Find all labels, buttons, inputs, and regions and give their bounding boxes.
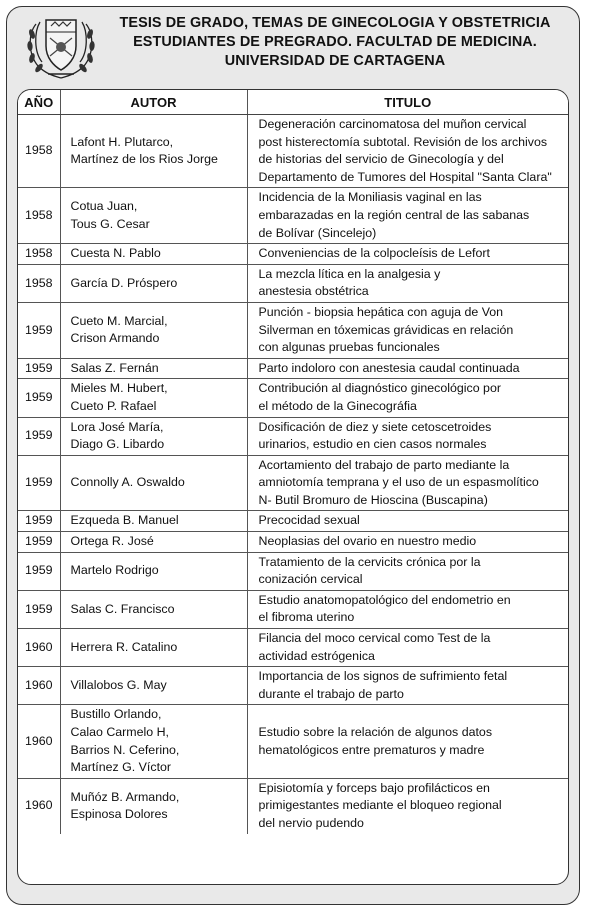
author-line: García D. Próspero <box>70 275 178 290</box>
title-cell <box>247 302 568 358</box>
author-line: Lora José María, <box>70 419 164 434</box>
author-cell <box>60 590 247 628</box>
title-cell <box>247 188 568 244</box>
title-line: post histerectomía subtotal. Revisión de los archivos <box>258 134 548 149</box>
author-cell <box>60 511 247 532</box>
author-cell <box>60 667 247 705</box>
title-line: con algunas pruebas funcionales <box>258 340 440 355</box>
author-line: Cueto P. Rafael <box>70 398 157 413</box>
table-row <box>18 358 568 379</box>
year-cell: 1959 <box>18 358 60 379</box>
column-header-author: AUTOR <box>60 90 247 115</box>
author-cell <box>60 302 247 358</box>
author-line: Ortega R. José <box>70 534 154 549</box>
title-line: Precocidad sexual <box>258 513 360 528</box>
title-cell <box>247 705 568 778</box>
year-cell: 1958 <box>18 264 60 302</box>
title-line: Punción - biopsia hepática con aguja de Von <box>258 304 504 319</box>
document-header <box>100 14 570 72</box>
title-line: el fibroma uterino <box>258 610 355 625</box>
author-cell <box>60 532 247 553</box>
author-cell <box>60 629 247 667</box>
thesis-table <box>18 90 568 834</box>
year-cell: 1960 <box>18 667 60 705</box>
header-line-2: ESTUDIANTES DE PREGRADO. FACULTAD DE MEDICINA. <box>133 34 537 51</box>
author-line: Salas C. Francisco <box>70 601 175 616</box>
title-line: Silverman en tóxemicas grávidicas en relación <box>258 322 514 337</box>
author-line: Cueto M. Marcial, <box>70 313 168 328</box>
title-line: Neoplasias del ovario en nuestro medio <box>258 534 477 549</box>
year-cell: 1958 <box>18 188 60 244</box>
title-line: amniotomía temprana y el uso de un espasmolítico <box>258 475 539 490</box>
title-line: Contribución al diagnóstico ginecológico por <box>258 381 501 396</box>
title-cell <box>247 244 568 265</box>
author-line: Lafont H. Plutarco, <box>70 134 174 149</box>
title-cell <box>247 590 568 628</box>
title-cell <box>247 778 568 833</box>
title-line: Degeneración carcinomatosa del muñon cervical <box>258 117 527 131</box>
author-line: Ezqueda B. Manuel <box>70 513 179 528</box>
title-cell <box>247 532 568 553</box>
table-row <box>18 532 568 553</box>
author-line: Connolly A. Oswaldo <box>70 475 185 490</box>
year-cell: 1959 <box>18 455 60 511</box>
table-row <box>18 667 568 705</box>
table-row <box>18 379 568 417</box>
year-cell: 1958 <box>18 115 60 188</box>
table-row <box>18 302 568 358</box>
author-line: Salas Z. Fernán <box>70 360 159 375</box>
year-cell: 1959 <box>18 379 60 417</box>
year-cell: 1960 <box>18 778 60 833</box>
year-cell: 1959 <box>18 590 60 628</box>
author-line: Cuesta N. Pablo <box>70 246 161 261</box>
title-line: N- Butil Bromuro de Hioscina (Buscapina) <box>258 492 488 507</box>
title-cell <box>247 552 568 590</box>
title-cell <box>247 358 568 379</box>
author-line: Martínez de los Rios Jorge <box>70 152 218 167</box>
table-row <box>18 455 568 511</box>
table-row <box>18 115 568 188</box>
author-line: Herrera R. Catalino <box>70 639 178 654</box>
table-row <box>18 552 568 590</box>
header-line-1: TESIS DE GRADO, TEMAS DE GINECOLOGIA Y OBSTETRICIA <box>119 15 551 31</box>
title-line: La mezcla lítica en la analgesia y <box>258 266 441 281</box>
table-row <box>18 629 568 667</box>
author-cell <box>60 417 247 455</box>
title-line: Estudio anatomopatológico del endometrio en <box>258 592 511 607</box>
author-line: Martelo Rodrigo <box>70 563 159 578</box>
table-row <box>18 778 568 833</box>
title-line: embarazadas en la región central de las sabanas <box>258 207 530 222</box>
author-line: Muñóz B. Armando, <box>70 789 180 804</box>
title-line: Estudio sobre la relación de algunos datos <box>258 725 493 739</box>
title-line: hematológicos entre prematuros y madre <box>258 742 485 757</box>
title-line: Parto indoloro con anestesia caudal continuada <box>258 360 520 375</box>
author-line: Mieles M. Hubert, <box>70 381 168 396</box>
title-line: Filancia del moco cervical como Test de la <box>258 631 491 646</box>
title-line: Departamento de Tumores del Hospital "Santa Clara" <box>258 169 552 184</box>
title-line: conización cervical <box>258 572 363 587</box>
title-line: Importancia de los signos de sufrimiento fetal <box>258 669 508 684</box>
title-line: Conveniencias de la colpocleísis de Lefort <box>258 246 490 261</box>
thesis-table-container <box>17 89 569 885</box>
author-cell <box>60 455 247 511</box>
author-line: Crison Armando <box>70 331 160 346</box>
author-line: Barrios N. Ceferino, <box>70 742 180 757</box>
title-line: de Bolívar (Sincelejo) <box>258 225 377 240</box>
author-line: Cotua Juan, <box>70 199 138 214</box>
table-row <box>18 417 568 455</box>
year-cell: 1959 <box>18 532 60 553</box>
author-line: Martínez G. Víctor <box>70 760 172 775</box>
year-cell: 1959 <box>18 552 60 590</box>
title-cell <box>247 417 568 455</box>
year-cell: 1960 <box>18 629 60 667</box>
title-line: Tratamiento de la cervicits crónica por la <box>258 554 481 569</box>
table-row <box>18 705 568 778</box>
table-header-row <box>18 90 568 115</box>
title-line: anestesia obstétrica <box>258 284 369 299</box>
title-line: actividad estrógenica <box>258 648 375 663</box>
author-line: Diago G. Libardo <box>70 437 165 452</box>
title-line: urinarios, estudio en cien casos normales <box>258 437 487 452</box>
title-line: durante el trabajo de parto <box>258 686 404 701</box>
title-cell <box>247 264 568 302</box>
year-cell: 1959 <box>18 417 60 455</box>
title-cell <box>247 115 568 188</box>
title-line: de historias del servicio de Ginecología y del <box>258 152 504 167</box>
year-cell: 1960 <box>18 705 60 778</box>
table-row <box>18 264 568 302</box>
table-row <box>18 244 568 265</box>
title-cell <box>247 629 568 667</box>
title-cell <box>247 511 568 532</box>
column-header-year: AÑO <box>18 90 60 115</box>
title-line: del nervio pudendo <box>258 815 364 830</box>
header-line-3: UNIVERSIDAD DE CARTAGENA <box>224 53 446 70</box>
title-cell <box>247 455 568 511</box>
title-cell <box>247 667 568 705</box>
table-row <box>18 590 568 628</box>
table-row <box>18 511 568 532</box>
university-seal-icon <box>24 12 98 82</box>
title-cell <box>247 379 568 417</box>
author-cell <box>60 358 247 379</box>
table-body <box>18 115 568 834</box>
author-cell <box>60 115 247 188</box>
author-cell <box>60 188 247 244</box>
title-line: Dosificación de diez y siete cetoscetroides <box>258 419 492 434</box>
title-line: Episiotomía y forceps bajo profilácticos en <box>258 780 490 795</box>
title-line: el método de la Ginecográfia <box>258 398 417 413</box>
author-cell <box>60 379 247 417</box>
author-line: Villalobos G. May <box>70 678 167 693</box>
author-cell <box>60 705 247 778</box>
table-row <box>18 188 568 244</box>
column-header-title: TITULO <box>247 90 568 115</box>
title-line: Incidencia de la Moniliasis vaginal en las <box>258 190 482 205</box>
year-cell: 1958 <box>18 244 60 265</box>
author-cell <box>60 778 247 833</box>
year-cell: 1959 <box>18 511 60 532</box>
author-cell <box>60 244 247 265</box>
author-cell <box>60 552 247 590</box>
author-line: Tous G. Cesar <box>70 216 150 231</box>
title-line: Acortamiento del trabajo de parto mediante la <box>258 457 510 472</box>
title-line: primigestantes mediante el bloqueo regional <box>258 798 502 813</box>
year-cell: 1959 <box>18 302 60 358</box>
author-line: Espinosa Dolores <box>70 807 168 822</box>
author-line: Calao Carmelo H, <box>70 725 169 739</box>
author-line: Bustillo Orlando, <box>70 707 162 722</box>
author-cell <box>60 264 247 302</box>
